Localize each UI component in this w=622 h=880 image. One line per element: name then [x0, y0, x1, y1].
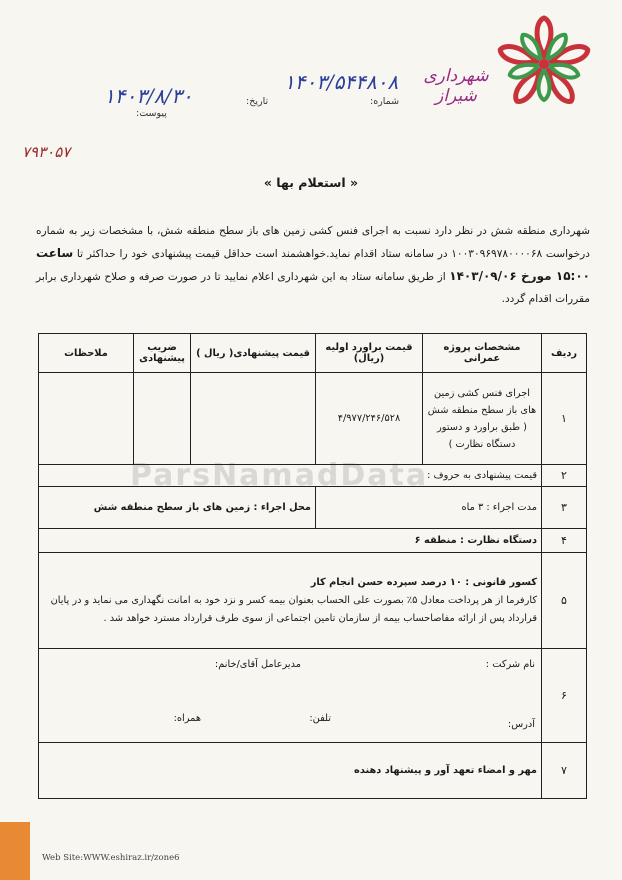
row-coefficient[interactable]	[134, 373, 191, 465]
header-description: مشخصات پروژه عمرانی	[423, 334, 542, 373]
row-estimate: ۴/۹۷۷/۲۴۶/۵۲۸	[316, 373, 423, 465]
table-row	[39, 465, 587, 487]
watermark: ParsNamadData	[130, 458, 429, 493]
signature: مهر و امضاء تعهد آور و پیشنهاد دهنده	[39, 743, 542, 799]
deductions	[39, 553, 542, 649]
location: محل اجراء : زمین های باز سطح منطقه شش	[39, 487, 316, 529]
header-coefficient: ضریب پیشنهادی	[134, 334, 191, 373]
deadline: ساعت ۱۵:۰۰ مورخ ۱۴۰۳/۰۹/۰۶	[36, 246, 590, 283]
header-offer: قیمت پیشنهادی( ریال )	[191, 334, 316, 373]
row-description: اجرای فنس کشی زمین های باز سطح منطقه شش ( طبق براورد و دستور دستگاه نظارت )	[423, 373, 542, 465]
brand-name: شهرداری شیراز	[423, 66, 489, 106]
row-index: ۱	[542, 373, 587, 465]
row-index: ۲	[542, 465, 587, 487]
duration: مدت اجراء : ۳ ماه	[316, 487, 542, 529]
handwritten-date: ۱۴۰۳/۸/۳۰	[104, 84, 193, 108]
table-row	[39, 487, 587, 529]
table-row	[39, 553, 587, 649]
shiraz-municipality-logo-icon	[494, 14, 594, 114]
header-estimate: قیمت براورد اولیه (ریال)	[316, 334, 423, 373]
row-notes	[39, 373, 134, 465]
header-notes: ملاحظات	[39, 334, 134, 373]
attachment-label: پیوست:	[136, 108, 167, 119]
phone-label: تلفن:	[309, 713, 331, 724]
table-row	[39, 743, 587, 799]
table-header-row	[39, 334, 587, 373]
number-label: شماره:	[370, 96, 400, 107]
footer-website[interactable]: Web Site:WWW.eshiraz.ir/zone6	[42, 853, 180, 863]
row-index: ۳	[542, 487, 587, 529]
page-title: « استعلام بها »	[263, 175, 359, 190]
table-row	[39, 373, 587, 465]
row-index: ۷	[542, 743, 587, 799]
row-offer[interactable]	[191, 373, 316, 465]
header-index: ردیف	[542, 334, 587, 373]
table-row	[39, 649, 587, 743]
mobile-label: همراه:	[173, 713, 201, 724]
ceo-label: مدیرعامل آقای/خانم:	[214, 659, 301, 670]
address-label: آدرس:	[507, 719, 535, 730]
company-info	[39, 649, 542, 743]
handwritten-side-note: ۷۹۳۰۵۷	[22, 143, 71, 161]
company-name-label: نام شرکت :	[485, 659, 535, 670]
intro-paragraph	[36, 220, 590, 310]
supervisor: دستگاه نظارت : منطقه ۶	[39, 529, 542, 553]
table-row	[39, 529, 587, 553]
row-index: ۴	[542, 529, 587, 553]
footer-accent-bar	[0, 822, 30, 880]
intro-part-3: از طریق سامانه ستاد به این شهرداری اعلام نمایید تا در صورت صرفه و صلاح شهرداری برابر مقررات اقدام گردد.	[36, 271, 590, 305]
row-index: ۵	[542, 553, 587, 649]
date-label: تاریخ:	[246, 96, 269, 107]
inquiry-table	[38, 333, 587, 799]
deductions-body: کارفرما از هر پرداخت معادل ۵٪ بصورت علی الحساب بعنوان بیمه کسر و نزد خود به امانت نگهداری می نماید و در پایان قرارداد پس از ارائه مفاصاحساب بیمه از سازمان تامین اجتماعی از سوی طرف قرارداد مسترد خواهد شد .	[50, 594, 537, 624]
intro-part-1: شهرداری منطقه شش در نظر دارد نسبت به اجرای فنس کشی زمین های باز سطح منطقه شش، با مشخصات زیر به شماره درخواست ۱۰۰۳۰۹۶۹۷۸۰۰۰۰۶۸ در سامانه ستاد اقدام نماید.خواهشمند است حداقل قیمت پیشنهادی خود را حداکثر تا	[36, 225, 590, 260]
offer-in-words: قیمت پیشنهادی به حروف :	[39, 465, 542, 487]
handwritten-number: ۱۴۰۳/۵۴۴۸۰۸	[284, 70, 399, 94]
deductions-title: کسور قانونی : ۱۰ درصد سپرده حسن انجام کار	[310, 576, 537, 588]
row-index: ۶	[542, 649, 587, 743]
